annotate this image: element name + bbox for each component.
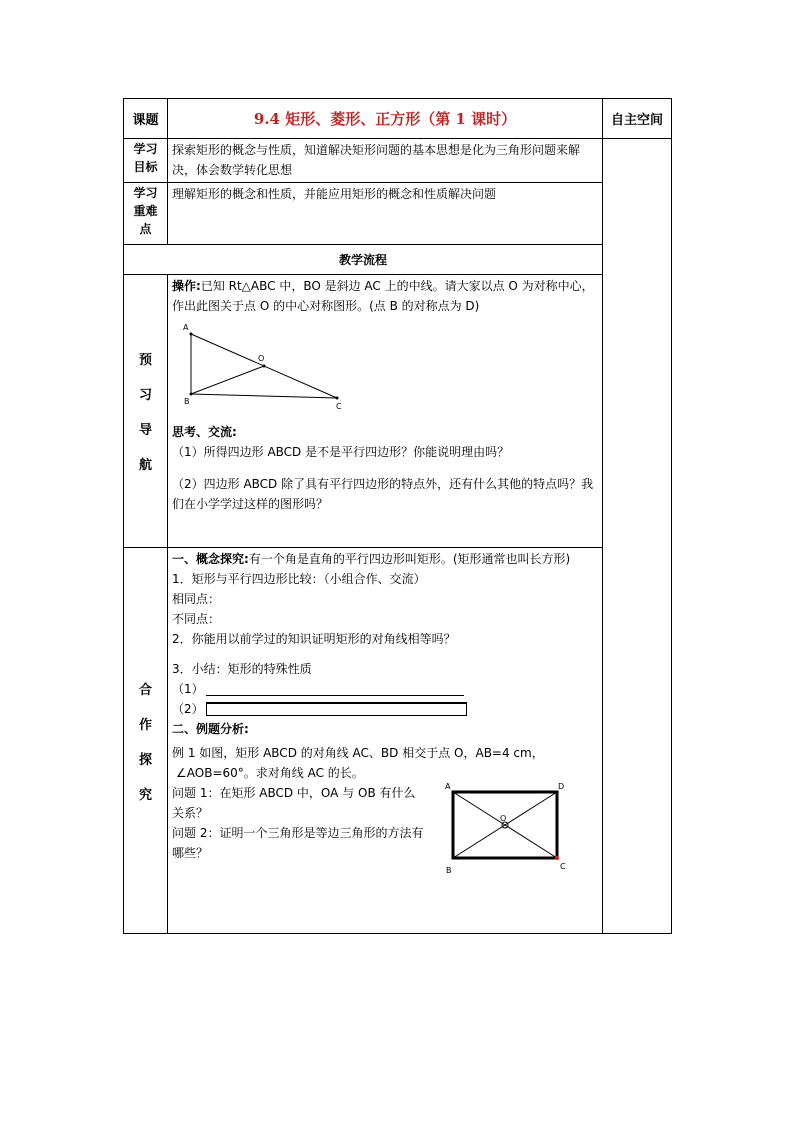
operation-text: 已知 Rt△ABC 中，BO 是斜边 AC 上的中线。请大家以点 O 为对称中心，作出此图关于点 O 的中心对称图形。(点 B 的对称点为 D) xyxy=(172,279,594,313)
goals-row xyxy=(124,139,672,183)
rect-point-c: C xyxy=(560,862,566,871)
example-line-2: ∠AOB=60°。求对角线 AC 的长。 xyxy=(176,766,364,780)
goals-label xyxy=(124,139,168,183)
coop-char-2: 作 xyxy=(138,717,152,733)
diff-points: 不同点： xyxy=(172,612,221,626)
example-questions xyxy=(172,783,424,879)
keypoints-label-line3: 点 xyxy=(139,222,152,236)
example-heading-text: 二、例题分析: xyxy=(172,722,249,736)
header-row xyxy=(124,99,672,139)
example-question-2: 问题 2：证明一个三角形是等边三角形的方法有哪些？ xyxy=(172,826,424,860)
self-space-label: 自主空间 xyxy=(603,99,672,139)
example-question-1: 问题 1：在矩形 ABCD 中，OA 与 OB 有什么关系？ xyxy=(172,786,416,820)
preview-char-2: 习 xyxy=(138,388,152,403)
lesson-title: 9.4 矩形、菱形、正方形（第 1 课时） xyxy=(168,99,603,139)
example-heading xyxy=(172,719,599,739)
triangle-point-a: A xyxy=(183,323,189,332)
keypoints-label xyxy=(124,183,168,245)
concept-paragraph xyxy=(172,549,599,569)
rect-point-d: D xyxy=(558,782,565,791)
item-1: 1．矩形与平行四边形比较：（小组合作、交流） xyxy=(172,572,426,586)
example-line-1: 例 1 如图，矩形 ABCD 的对角线 AC、BD 相交于点 O，AB=4 cm， xyxy=(172,746,544,760)
question-1: （1）所得四边形 ABCD 是不是平行四边形？你能说明理由吗？ xyxy=(172,445,510,459)
lesson-table xyxy=(123,98,672,934)
rect-point-b: B xyxy=(446,866,452,875)
question-2: （2）四边形 ABCD 除了具有平行四边形的特点外，还有什么其他的特点吗？我们在小学学过这样的图形吗？ xyxy=(172,477,594,511)
coop-char-1: 合 xyxy=(138,682,152,698)
keypoints-text: 理解矩形的概念和性质，并能应用矩形的概念和性质解决问题 xyxy=(168,183,603,245)
triangle-figure xyxy=(172,320,372,420)
goals-label-line1: 学习 xyxy=(133,142,158,156)
self-space-column xyxy=(603,139,672,934)
coop-content xyxy=(168,548,603,934)
rectangle-figure xyxy=(442,781,582,879)
summary-blank-1 xyxy=(172,679,599,699)
blank-2-box xyxy=(206,702,467,716)
concept-text: 有一个角是直角的平行四边形叫矩形。(矩形通常也叫长方形) xyxy=(248,552,571,566)
coop-label xyxy=(124,548,168,934)
think-heading xyxy=(172,422,599,442)
same-points: 相同点： xyxy=(172,592,221,606)
triangle-point-b: B xyxy=(184,397,190,406)
preview-content xyxy=(168,275,603,548)
keypoints-label-line2: 重难 xyxy=(133,204,158,218)
rect-point-a: A xyxy=(445,782,451,791)
goals-text: 探索矩形的概念与性质，知道解决矩形问题的基本思想是化为三角形问题来解决，体会数学转化思想 xyxy=(168,139,603,183)
keypoints-row xyxy=(124,183,672,245)
triangle-point-c: C xyxy=(336,402,342,411)
blank-1-line xyxy=(206,683,464,696)
concept-heading: 一、概念探究: xyxy=(172,552,249,566)
keypoints-label-line1: 学习 xyxy=(133,186,158,200)
preview-char-3: 导 xyxy=(138,423,152,438)
preview-char-4: 航 xyxy=(138,458,152,473)
operation-paragraph xyxy=(172,276,599,316)
triangle-point-o: O xyxy=(258,354,265,363)
flow-title: 教学流程 xyxy=(124,245,603,275)
example-body xyxy=(172,783,599,879)
lesson-label: 课题 xyxy=(124,99,168,139)
coop-char-3: 探 xyxy=(138,752,152,768)
coop-row xyxy=(124,548,672,934)
preview-char-1: 预 xyxy=(138,353,152,368)
goals-label-line2: 目标 xyxy=(133,160,158,174)
think-heading-text: 思考、交流: xyxy=(172,425,237,439)
blank-2-label: （2） xyxy=(172,702,204,716)
preview-row xyxy=(124,275,672,548)
flow-row xyxy=(124,245,672,275)
coop-char-4: 究 xyxy=(138,787,152,803)
preview-label xyxy=(124,275,168,548)
operation-heading: 操作: xyxy=(172,279,201,293)
item-2: 2．你能用以前学过的知识证明矩形的对角线相等吗？ xyxy=(172,632,456,646)
blank-1-label: （1） xyxy=(172,682,204,696)
item-3: 3．小结：矩形的特殊性质 xyxy=(172,662,312,676)
summary-blank-2 xyxy=(172,699,599,719)
rect-point-o: O xyxy=(500,814,507,823)
